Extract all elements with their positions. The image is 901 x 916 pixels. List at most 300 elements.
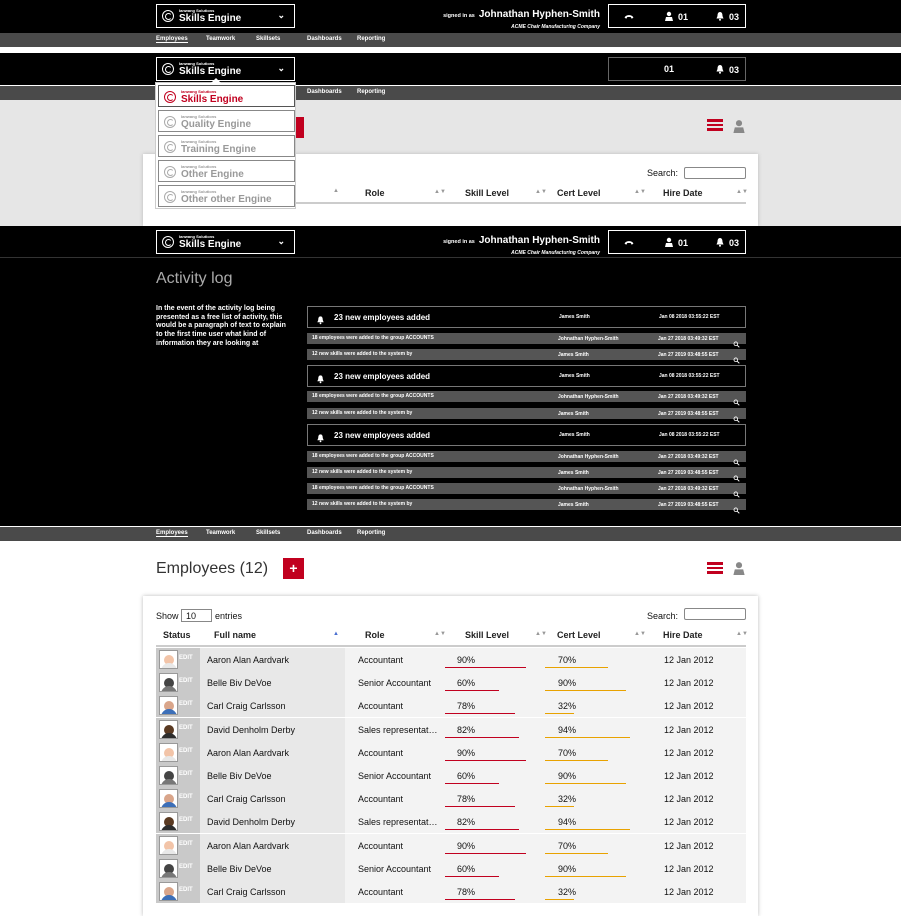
edit-button[interactable]: EDIT <box>179 863 193 870</box>
skill-cell <box>445 834 545 857</box>
table-row[interactable] <box>156 694 746 717</box>
activity-row[interactable] <box>307 391 746 402</box>
header-activity-product-switcher[interactable] <box>156 230 295 254</box>
search-icon[interactable] <box>733 351 740 358</box>
employee-role: Accountant <box>345 741 445 764</box>
search-icon[interactable] <box>733 501 740 508</box>
search-input[interactable] <box>684 167 746 179</box>
employee-name[interactable]: Aaron Alan Aardvark <box>200 834 345 857</box>
activity-row[interactable] <box>307 424 746 446</box>
alerts-count: 03 <box>729 238 740 248</box>
status-cell <box>156 764 200 787</box>
signed-in-label: signed in as <box>443 13 475 19</box>
cert-cell <box>545 694 651 717</box>
tab-reporting[interactable]: Reporting <box>357 36 386 42</box>
cert-cell <box>545 764 651 787</box>
bell-icon <box>715 237 725 247</box>
list-view-icon[interactable] <box>707 119 723 133</box>
show-label: Show <box>156 611 179 621</box>
activity-row[interactable] <box>307 467 746 478</box>
status-cell <box>156 810 200 833</box>
search-icon[interactable] <box>733 410 740 417</box>
activity-message: 12 new skills were added to the system by <box>312 501 413 507</box>
profile-view-icon[interactable] <box>732 119 748 133</box>
edit-button[interactable]: EDIT <box>179 817 193 824</box>
brand-product: Skills Engine <box>179 66 242 77</box>
employee-name[interactable]: Carl Craig Carlsson <box>200 880 345 903</box>
nav-tabs-dropdown-state <box>0 86 901 100</box>
search-icon[interactable] <box>733 469 740 476</box>
hire-date-cell: 12 Jan 2012 <box>651 764 746 787</box>
avatar[interactable] <box>159 836 178 855</box>
activity-row[interactable] <box>307 451 746 462</box>
column-header[interactable]: Hire Date <box>663 630 703 640</box>
chevron-down-icon[interactable]: ⌄ <box>277 10 285 20</box>
product-name: Skills Engine <box>181 94 244 105</box>
hire-date-cell: 12 Jan 2012 <box>651 671 746 694</box>
list-view-icon[interactable] <box>707 562 723 576</box>
alerts-button[interactable] <box>715 237 739 248</box>
employee-role: Accountant <box>345 648 445 671</box>
skill-cell <box>445 648 545 671</box>
cert-value: 32% <box>558 887 577 897</box>
employee-name[interactable]: Carl Craig Carlsson <box>200 787 345 810</box>
skill-cell <box>445 764 545 787</box>
product-name: Other Engine <box>181 169 244 180</box>
product-option[interactable] <box>158 185 295 207</box>
tab-reporting[interactable]: Reporting <box>357 89 386 95</box>
sort-icon[interactable]: ▲▼ <box>535 631 547 637</box>
skill-cell <box>445 857 545 880</box>
tab-employees[interactable]: Employees <box>156 530 188 536</box>
table-row[interactable] <box>156 810 746 833</box>
skill-bar <box>445 690 499 691</box>
search-icon[interactable] <box>733 453 740 460</box>
activity-user: James Smith <box>558 352 589 358</box>
skill-value: 90% <box>457 655 476 665</box>
activity-user: James Smith <box>559 373 590 379</box>
column-header[interactable]: Cert Level <box>557 188 601 198</box>
header-dropdown-state-bar <box>0 53 901 85</box>
cert-value: 94% <box>558 817 577 828</box>
tab-teamwork[interactable]: Teamwork <box>206 36 236 42</box>
user-icon <box>664 11 674 21</box>
status-cell <box>156 648 200 671</box>
cert-value: 32% <box>558 701 577 712</box>
cert-bar <box>545 806 574 807</box>
profile-view-icon[interactable] <box>732 561 748 575</box>
person-icon <box>732 561 746 575</box>
skill-cell <box>445 694 545 717</box>
activity-message: 18 employees were added to the group ACCOUNTS <box>312 453 434 459</box>
cert-cell <box>545 648 651 671</box>
dropdown-caret <box>211 78 221 83</box>
magnifier-glyph <box>733 416 740 423</box>
product-company: Ianwang Solutions <box>181 114 217 119</box>
brand-company: Ianwang Solutions <box>179 61 215 66</box>
avatar-body <box>161 709 177 715</box>
column-header[interactable]: Role <box>365 630 385 640</box>
cert-bar <box>545 829 630 830</box>
activity-message: 23 new employees added <box>334 431 431 440</box>
bell-glyph <box>316 315 325 325</box>
edit-button[interactable]: EDIT <box>179 887 193 893</box>
table-row[interactable] <box>156 648 746 671</box>
bell-glyph <box>316 374 325 384</box>
avatar[interactable] <box>159 812 178 831</box>
activity-row[interactable] <box>307 408 746 419</box>
cert-bar <box>545 737 630 738</box>
chevron-down-icon[interactable]: ⌄ <box>277 63 285 73</box>
header-dropdown-state-notifications <box>608 57 746 81</box>
alerts-count: 03 <box>729 12 740 22</box>
search-input[interactable] <box>684 608 746 620</box>
skill-bar <box>445 829 519 830</box>
users-button[interactable] <box>664 64 674 74</box>
users-count: 01 <box>678 238 689 248</box>
cert-value: 90% <box>558 771 577 781</box>
bell-icon <box>715 11 725 21</box>
magnifier-glyph <box>733 459 740 466</box>
product-logo-icon <box>164 191 176 203</box>
tab-skillsets[interactable]: Skillsets <box>256 530 281 536</box>
skill-bar <box>445 783 499 784</box>
skill-value: 90% <box>457 840 476 851</box>
header-main-user-info <box>420 4 600 30</box>
activity-title: Activity log <box>156 270 233 287</box>
status-cell <box>156 857 200 880</box>
employee-name[interactable]: Belle Biv DeVoe <box>200 671 345 694</box>
edit-button[interactable]: EDIT <box>179 655 193 661</box>
sort-icon[interactable]: ▲▼ <box>634 189 646 195</box>
search-icon[interactable] <box>733 393 740 400</box>
skill-bar <box>445 853 526 854</box>
users-button[interactable] <box>664 237 688 248</box>
hire-date-cell: 12 Jan 2012 <box>651 810 746 833</box>
header-activity-user-line <box>420 230 600 248</box>
users-count: 01 <box>664 64 675 74</box>
header-activity-notifications <box>608 230 746 254</box>
add-employee-button[interactable]: + <box>283 558 304 579</box>
users-button[interactable] <box>664 11 688 22</box>
skill-value: 60% <box>457 771 476 781</box>
avatar[interactable] <box>159 673 178 692</box>
skill-value: 78% <box>457 887 476 897</box>
sort-icon[interactable]: ▲▼ <box>634 631 646 637</box>
product-logo-icon <box>164 141 176 153</box>
activity-date: Jan 27 2018 03:49:32 EST <box>658 394 719 400</box>
search-icon[interactable] <box>733 335 740 342</box>
table-row[interactable] <box>156 834 746 857</box>
employee-name[interactable]: Carl Craig Carlsson <box>200 694 345 717</box>
activity-date: Jan 27 2019 03:48:55 EST <box>658 411 719 417</box>
employee-role: Sales representat… <box>345 810 445 833</box>
skill-bar <box>445 876 499 877</box>
employee-role: Accountant <box>345 880 445 903</box>
activity-date: Jan 27 2019 03:48:55 EST <box>658 470 719 476</box>
activity-user: Johnathan Hyphen-Smith <box>558 486 619 492</box>
avatar[interactable] <box>159 882 178 901</box>
column-header[interactable]: Status <box>163 630 191 640</box>
activity-header-divider <box>0 257 901 258</box>
activity-user: James Smith <box>558 502 589 508</box>
alerts-button[interactable] <box>715 64 739 75</box>
nav-tabs-main <box>0 33 901 47</box>
table-row[interactable] <box>156 741 746 764</box>
magnifier-glyph <box>733 475 740 482</box>
tab-dashboards[interactable]: Dashboards <box>307 89 342 95</box>
column-header[interactable]: Full name <box>214 630 257 640</box>
header-main-notifications <box>608 4 746 28</box>
phone-glyph <box>622 11 636 22</box>
skill-bar <box>445 667 526 668</box>
edit-button[interactable]: EDIT <box>179 678 193 685</box>
avatar[interactable] <box>159 696 178 715</box>
page-title: Employees (12) <box>156 560 269 577</box>
column-header[interactable]: Role <box>365 188 385 198</box>
hire-date-cell: 12 Jan 2012 <box>651 694 746 717</box>
header-divider <box>156 645 746 647</box>
product-option[interactable] <box>158 85 295 107</box>
header-activity-user-info <box>420 230 600 256</box>
search-label: Search: <box>647 611 679 621</box>
tab-dashboards[interactable]: Dashboards <box>307 36 342 42</box>
sort-icon[interactable]: ▲▼ <box>535 189 547 195</box>
activity-date: Jan 27 2018 03:49:32 EST <box>658 486 719 492</box>
avatar[interactable] <box>159 743 178 762</box>
activity-date: Jan 27 2019 03:48:55 EST <box>658 502 719 508</box>
activity-row[interactable] <box>307 306 746 328</box>
cert-cell <box>545 741 651 764</box>
employee-role: Accountant <box>345 834 445 857</box>
alerts-count: 03 <box>729 65 740 75</box>
hire-date-cell: 12 Jan 2012 <box>651 834 746 857</box>
activity-row[interactable] <box>307 499 746 510</box>
product-company: Ianwang Solutions <box>181 189 217 194</box>
activity-description: In the event of the activity log being presented as a free list of activity, this would be a paragraph of text to explain to the first time user what kind of information they are looking at <box>156 305 286 347</box>
table-row[interactable] <box>156 764 746 787</box>
tab-teamwork[interactable]: Teamwork <box>206 530 236 536</box>
employee-name[interactable]: Aaron Alan Aardvark <box>200 741 345 764</box>
activity-row[interactable] <box>307 333 746 344</box>
product-name: Other other Engine <box>181 194 272 205</box>
column-header[interactable]: Hire Date <box>663 188 703 198</box>
status-cell <box>156 787 200 810</box>
skill-value: 82% <box>457 817 476 828</box>
product-name: Quality Engine <box>181 119 252 130</box>
activity-row[interactable] <box>307 483 746 494</box>
column-header[interactable]: Skill Level <box>465 630 510 640</box>
product-dropdown-menu <box>155 82 296 209</box>
employee-role: Senior Accountant <box>345 857 445 880</box>
avatar[interactable] <box>159 789 178 808</box>
edit-button[interactable]: EDIT <box>179 701 193 708</box>
skill-cell <box>445 718 545 741</box>
hire-date-cell: 12 Jan 2012 <box>651 787 746 810</box>
company-name: ACME Chair Manufacturing Company <box>511 24 600 30</box>
tab-dashboards[interactable]: Dashboards <box>307 530 342 536</box>
edit-button[interactable]: EDIT <box>179 794 193 801</box>
activity-message: 18 employees were added to the group ACCOUNTS <box>312 393 434 399</box>
activity-message: 12 new skills were added to the system by <box>312 469 413 475</box>
activity-user: Johnathan Hyphen-Smith <box>558 394 619 400</box>
avatar[interactable] <box>159 859 178 878</box>
activity-user: James Smith <box>559 314 590 320</box>
cert-cell <box>545 857 651 880</box>
header-main-product-switcher[interactable] <box>156 4 295 28</box>
header-dropdown-state-product-switcher[interactable] <box>156 57 295 81</box>
avatar[interactable] <box>159 720 178 739</box>
table-row[interactable] <box>156 857 746 880</box>
magnifier-glyph <box>733 357 740 364</box>
edit-button[interactable]: EDIT <box>179 771 193 777</box>
user-name[interactable]: Johnathan Hyphen-Smith <box>478 235 600 246</box>
cert-cell <box>545 671 651 694</box>
tab-reporting[interactable]: Reporting <box>357 530 386 536</box>
activity-user: Johnathan Hyphen-Smith <box>558 454 619 460</box>
product-option[interactable] <box>158 160 295 182</box>
entries-select[interactable]: 10 <box>181 609 212 622</box>
skill-bar <box>445 713 515 714</box>
hire-date-cell: 12 Jan 2012 <box>651 741 746 764</box>
hire-date-cell: 12 Jan 2012 <box>651 857 746 880</box>
cert-value: 90% <box>558 863 577 874</box>
skill-cell <box>445 787 545 810</box>
avatar[interactable] <box>159 766 178 785</box>
phone-icon[interactable] <box>622 11 636 22</box>
activity-row[interactable] <box>307 365 746 387</box>
avatar-body <box>161 779 177 785</box>
phone-icon[interactable] <box>622 237 636 248</box>
skill-value: 78% <box>457 794 476 805</box>
activity-date: Jan 27 2018 03:49:32 EST <box>658 454 719 460</box>
sort-icon[interactable]: ▲▼ <box>736 189 748 195</box>
avatar-body <box>161 872 177 878</box>
activity-message: 18 employees were added to the group ACCOUNTS <box>312 335 434 341</box>
brand-logo-icon <box>162 10 174 22</box>
cert-bar <box>545 760 608 761</box>
product-option[interactable] <box>158 110 295 132</box>
activity-message: 12 new skills were added to the system by <box>312 410 413 416</box>
table-row[interactable] <box>156 671 746 694</box>
magnifier-glyph <box>733 399 740 406</box>
table-row[interactable] <box>156 787 746 810</box>
sort-icon[interactable]: ▲▼ <box>434 631 446 637</box>
employee-name[interactable]: Aaron Alan Aardvark <box>200 648 345 671</box>
status-cell <box>156 834 200 857</box>
edit-button[interactable]: EDIT <box>179 840 193 847</box>
cert-value: 94% <box>558 724 577 735</box>
magnifier-glyph <box>733 491 740 498</box>
activity-user: James Smith <box>559 432 590 438</box>
cert-bar <box>545 690 626 691</box>
sort-asc-icon[interactable]: ▲ <box>333 631 339 637</box>
activity-row[interactable] <box>307 349 746 360</box>
brand-company: Ianwang Solutions <box>179 234 215 239</box>
status-cell <box>156 694 200 717</box>
sort-name-icon[interactable]: ▲ <box>333 188 339 194</box>
brand-logo-icon <box>162 236 174 248</box>
user-name[interactable]: Johnathan Hyphen-Smith <box>478 9 600 20</box>
search-icon[interactable] <box>733 485 740 492</box>
product-logo-icon <box>164 91 176 103</box>
skill-bar <box>445 806 515 807</box>
column-header[interactable]: Skill Level <box>465 188 510 198</box>
employee-name[interactable]: Belle Biv DeVoe <box>200 857 345 880</box>
activity-date: Jan 08 2018 03:55:22 EST <box>659 373 720 379</box>
phone-glyph <box>622 237 636 248</box>
status-cell <box>156 671 200 694</box>
hire-date-cell: 12 Jan 2012 <box>651 648 746 671</box>
product-option[interactable] <box>158 135 295 157</box>
avatar-body <box>161 756 177 762</box>
avatar-body <box>161 663 177 669</box>
chevron-down-icon[interactable]: ⌄ <box>277 236 285 246</box>
bell-glyph <box>316 433 325 443</box>
avatar-body <box>161 802 177 808</box>
bell-icon <box>715 64 725 74</box>
product-logo-icon <box>164 166 176 178</box>
product-company: Ianwang Solutions <box>181 89 217 94</box>
column-header[interactable]: Cert Level <box>557 630 601 640</box>
table-row[interactable] <box>156 718 746 741</box>
employee-name[interactable]: David Denholm Derby <box>200 810 345 833</box>
product-company: Ianwang Solutions <box>181 139 217 144</box>
edit-button[interactable]: EDIT <box>179 747 193 754</box>
employee-role: Accountant <box>345 694 445 717</box>
activity-date: Jan 08 2018 03:55:22 EST <box>659 432 720 438</box>
sort-icon[interactable]: ▲▼ <box>434 189 446 195</box>
skill-value: 90% <box>457 747 476 758</box>
activity-date: Jan 27 2019 03:48:55 EST <box>658 352 719 358</box>
activity-message: 23 new employees added <box>334 372 431 381</box>
cert-value: 70% <box>558 747 577 758</box>
sort-icon[interactable]: ▲▼ <box>736 631 748 637</box>
cert-bar <box>545 853 608 854</box>
tab-employees[interactable]: Employees <box>156 36 188 42</box>
skill-value: 60% <box>457 863 476 874</box>
company-name: ACME Chair Manufacturing Company <box>511 250 600 256</box>
employee-role: Senior Accountant <box>345 764 445 787</box>
alerts-button[interactable] <box>715 11 739 22</box>
cert-cell <box>545 810 651 833</box>
avatar-body <box>161 895 177 901</box>
avatar-body <box>161 733 177 739</box>
brand-product: Skills Engine <box>179 13 242 24</box>
cert-cell <box>545 834 651 857</box>
product-name: Training Engine <box>181 144 257 155</box>
bell-icon <box>316 430 325 440</box>
employee-name[interactable]: David Denholm Derby <box>200 718 345 741</box>
edit-button[interactable]: EDIT <box>179 724 193 731</box>
brand-logo-icon <box>162 63 174 75</box>
cert-bar <box>545 713 574 714</box>
cert-value: 32% <box>558 794 577 805</box>
activity-date: Jan 27 2018 03:49:32 EST <box>658 336 719 342</box>
employee-name[interactable]: Belle Biv DeVoe <box>200 764 345 787</box>
product-logo-icon <box>164 116 176 128</box>
cert-bar <box>545 667 608 668</box>
employee-role: Senior Accountant <box>345 671 445 694</box>
avatar-body <box>161 686 177 692</box>
magnifier-glyph <box>733 507 740 514</box>
hire-date-cell: 12 Jan 2012 <box>651 718 746 741</box>
search-label: Search: <box>647 168 679 178</box>
employee-role: Sales representat… <box>345 718 445 741</box>
brand-product: Skills Engine <box>179 239 242 250</box>
tab-skillsets[interactable]: Skillsets <box>256 36 281 42</box>
avatar[interactable] <box>159 650 178 669</box>
